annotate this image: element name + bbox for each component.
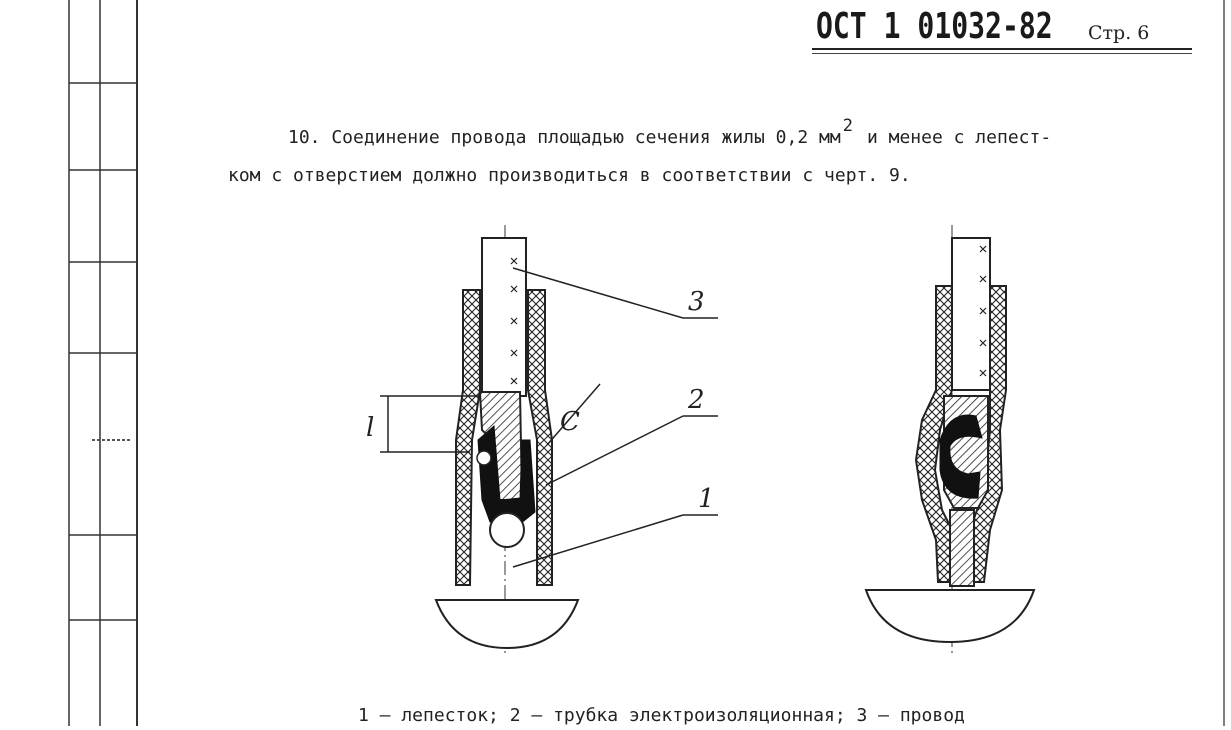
wire [482,238,526,396]
paragraph-line-2: ком с отверстием должно производиться в соответствии с черт. 9. [228,165,911,186]
tube-left-wall [456,290,480,585]
figure-caption: 1 – лепесток; 2 – трубка электроизоляционная; 3 – провод [358,705,965,726]
label-3: 3 [688,287,705,317]
label-2: 2 [688,385,705,415]
tube-right-wall [528,290,552,585]
superscript: 2 [842,116,853,136]
section-mark: С [560,407,580,437]
left-view [366,225,718,655]
paragraph-line-1-text: 10. Соединение провода площадью сечения жилы 0,2 мм [288,127,841,148]
right-view [866,225,1034,655]
page-number: Стр. 6 [1088,22,1150,44]
paragraph-line-1-end: и менее с лепест- [866,127,1052,148]
label-1: 1 [698,484,715,514]
document-code: ОСТ 1 01032-82 [816,6,1053,47]
dimension-label: l [366,413,375,443]
